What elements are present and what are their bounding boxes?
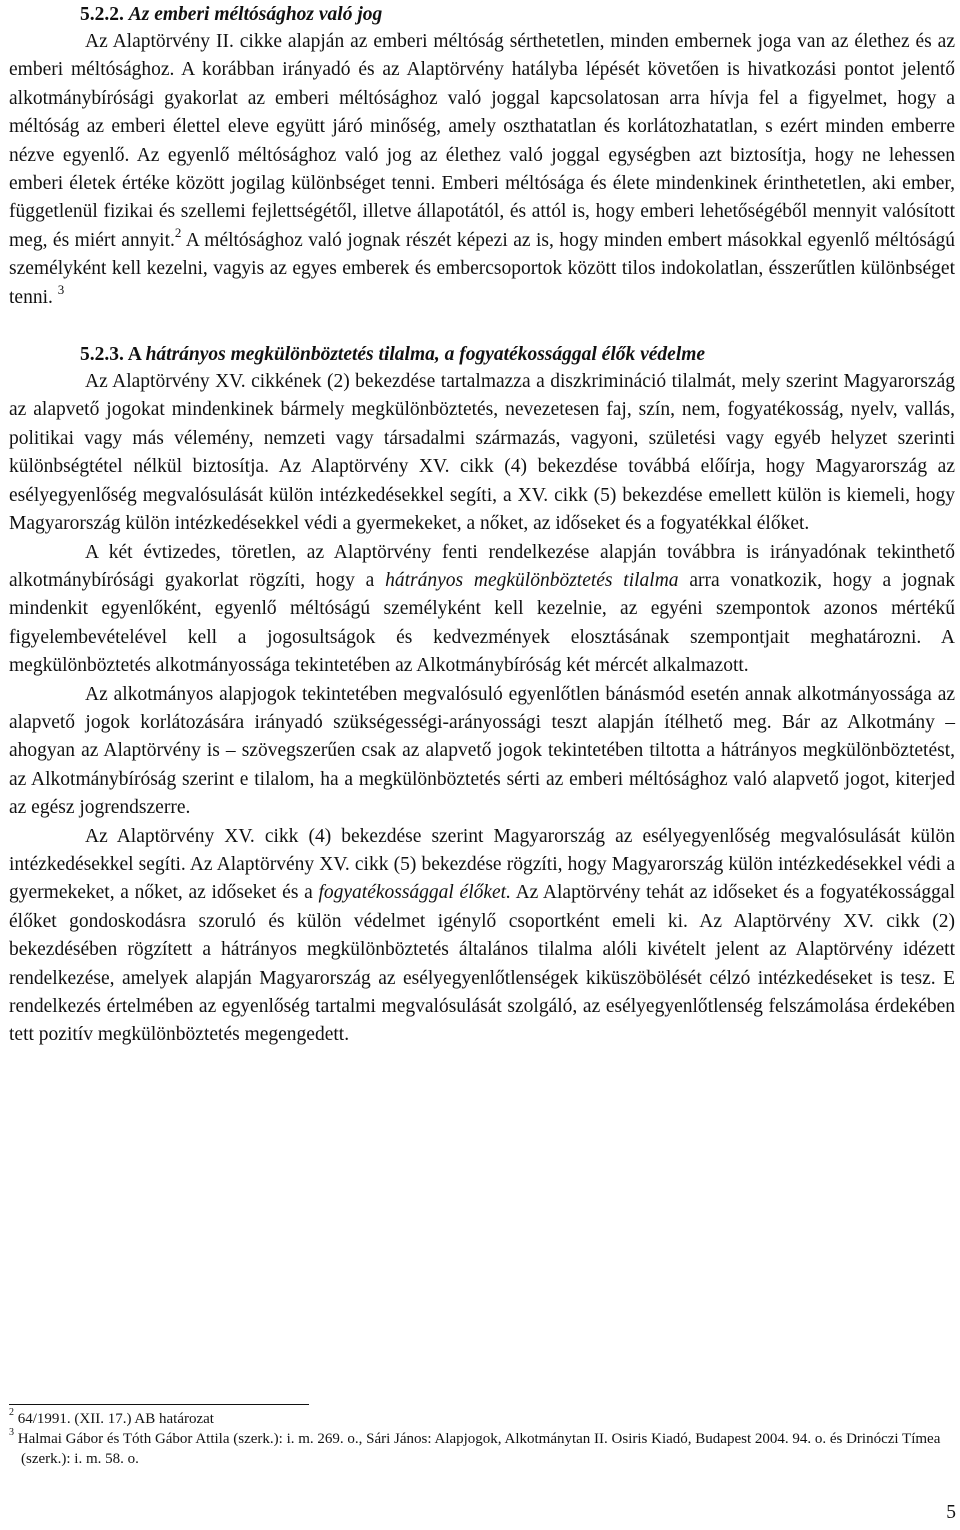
paragraph [9, 28, 955, 312]
section-heading-wrap [9, 0, 955, 28]
section-title-2: hátrányos megkülönböztetés tilalma, a fogyatékossággal élők védelme [145, 344, 706, 366]
section-number-2: 5.2.3. [80, 344, 124, 366]
section-title-prefix: A [127, 344, 146, 366]
paragraph-text: Az Alaptörvény tehát az időseket és a fogyatékossággal élőket gondoskodásra szoruló és külön védelmet igénylő csoportként emeli ki. Az Alaptörvény XV. cikk (2) bekezdésében rögzített a hátrányos megkülönböztetés általános tilalma alóli kivételt jelent az Alaptörvény idézett rendelkezése, amelyek alapján Magyarország az esélyegyenlőtlenségek kiküszöbölését célzó intézkedéseket is tesz. E rendelkezés értelmében az egyenlőség tartalmi megvalósulását szolgáló, az esélyegyenlőtlenség felszámolása érdekében tett pozitív megkülönböztetés megengedett. [9, 882, 955, 1046]
section-heading-1 [80, 0, 955, 28]
document-page [9, 0, 955, 1050]
footnote-item [9, 1409, 955, 1429]
paragraph-text: A méltósághoz való jognak részét képezi az is, hogy minden embert másokkal egyenlő méltóságú személyként kell kezelni, vagyis az egyes emberek és embercsoportok között tilos indokolatlan, ésszerűtlen különbséget tenni. [9, 229, 955, 308]
footnote-text: Halmai Gábor és Tóth Gábor Attila (szerk.): i. m. 269. o., Sári János: Alapjogok, Alkotmánytan II. Osiris Kiadó, Budapest 2004. 94. o. és Drinóczi Tímea (szerk.): i. m. 58. o. [17, 1431, 941, 1467]
paragraph-text: Az Alaptörvény II. cikke alapján az emberi méltóság sérthetetlen, minden embernek joga van az élethez és az emberi méltósághoz. A korábban irányadó és az Alaptörvény hatályba lépését követően is hivatkozási pontot jelentő alkotmánybírósági gyakorlat az emberi méltósághoz való joggal kapcsolatosan arra hívja fel a figyelmet, hogy a méltóság az emberi élettel eleve együtt járó minőség, amely oszthatatlan és korlátozhatatlan, s ezért minden emberre nézve egyenlő. Az egyenlő méltósághoz való jog az élethez való joggal egységben azt biztosítja, hogy ne lehessen emberi életek értéke között jogilag különbséget tenni. Emberi méltósága és élete mindenkinek érinthetetlen, aki ember, függetlenül fizikai és szellemi fejlettségétől, illetve állapotától, és attól is, hogy emberi lehetőségéből mennyit valósított meg, és miért annyit. [9, 31, 955, 251]
section-body-1 [9, 28, 955, 312]
paragraph: Az Alaptörvény XV. cikkének (2) bekezdése tartalmazza a diszkrimináció tilalmát, mely szerint Magyarország az alapvető jogokat mindenkinek bármely megkülönböztetés, nevezetesen faj, szín, nem, fogyatékosság, nyelv, vallás, politikai vagy más vélemény, nemzeti vagy társadalmi származás, vagyoni, születési vagy egyéb helyzet szerinti különbségtétel nélkül biztosítja. Az Alaptörvény XV. cikk (4) bekezdése továbbá előírja, hogy Magyarország az esélyegyenlőség megvalósulását külön intézkedésekkel segíti, a XV. cikk (5) bekezdése emellett külön is kiemeli, hogy Magyarország külön intézkedésekkel védi a gyermekeket, a nőket, az időseket és a fogyatékkal élőket. [9, 371, 955, 535]
footnote-text: 64/1991. (XII. 17.) AB határozat [17, 1411, 214, 1427]
section-title-1: Az emberi méltósághoz való jog [128, 4, 383, 25]
section-heading-2 [80, 340, 955, 368]
footnotes [9, 1404, 955, 1469]
footnote-ref[interactable]: 2 [174, 225, 182, 241]
footnote-number: 2 [9, 1407, 14, 1418]
section-body-2 [9, 368, 955, 1050]
section-number-1: 5.2.2. [80, 4, 124, 25]
paragraph-text: Az Alaptörvény XV. cikk (4) bekezdése szerint Magyarország az esélyegyenlőség megvalósulását külön intézkedésekkel segíti. Az Alaptörvény XV. cikk (5) bekezdése rögzíti, hogy Magyarország külön intézkedésekkel védi a gyermekeket, a nőket, az időseket és a [9, 825, 955, 904]
footnote-number: 3 [9, 1427, 14, 1438]
paragraph [9, 823, 955, 1050]
paragraph: Az alkotmányos alapjogok tekintetében megvalósuló egyenlőtlen bánásmód esetén annak alkotmányossága az alapvető jogok korlátozására irányadó szükségességi-arányossági teszt alapján ítélhető meg. Bár az Alkotmány – ahogyan az Alaptörvény is – szövegszerűen csak az alapvető jogok tekintetében tiltotta a hátrányos megkülönböztetést, az Alkotmánybíróság szerint e tilalom, ha a megkülönböztetés sérti az emberi méltósághoz való alapvető jogot, kiterjed az egész jogrendszerre. [9, 683, 955, 819]
emphasis-text: fogyatékossággal élőket. [318, 882, 511, 904]
section-heading-wrap [9, 340, 955, 368]
footnote-ref[interactable]: 3 [57, 282, 65, 298]
paragraph [9, 539, 955, 681]
footnote-item [9, 1429, 955, 1469]
paragraph-text: arra vonatkozik, hogy a jognak mindenkit egyenlőként, egyenlő méltóságú személyként kell kezelnie, az egyéni szempontok azonos mértékű figyelembevételével kell a jogosultságok és kedvezmények elosztásának szempontjait meghatározni. A megkülönböztetés alkotmányossága tekintetében az Alkotmánybíróság két mércét alkalmazott. [9, 569, 956, 677]
page-number: 5 [946, 1502, 956, 1523]
emphasis-text: hátrányos megkülönböztetés tilalma [385, 569, 679, 591]
paragraph-text: A két évtizedes, töretlen, az Alaptörvény fenti rendelkezése alapján továbbra is irányadónak tekinthető alkotmánybírósági gyakorlat rögzíti, hogy a [9, 541, 955, 591]
footnote-divider [9, 1404, 309, 1405]
